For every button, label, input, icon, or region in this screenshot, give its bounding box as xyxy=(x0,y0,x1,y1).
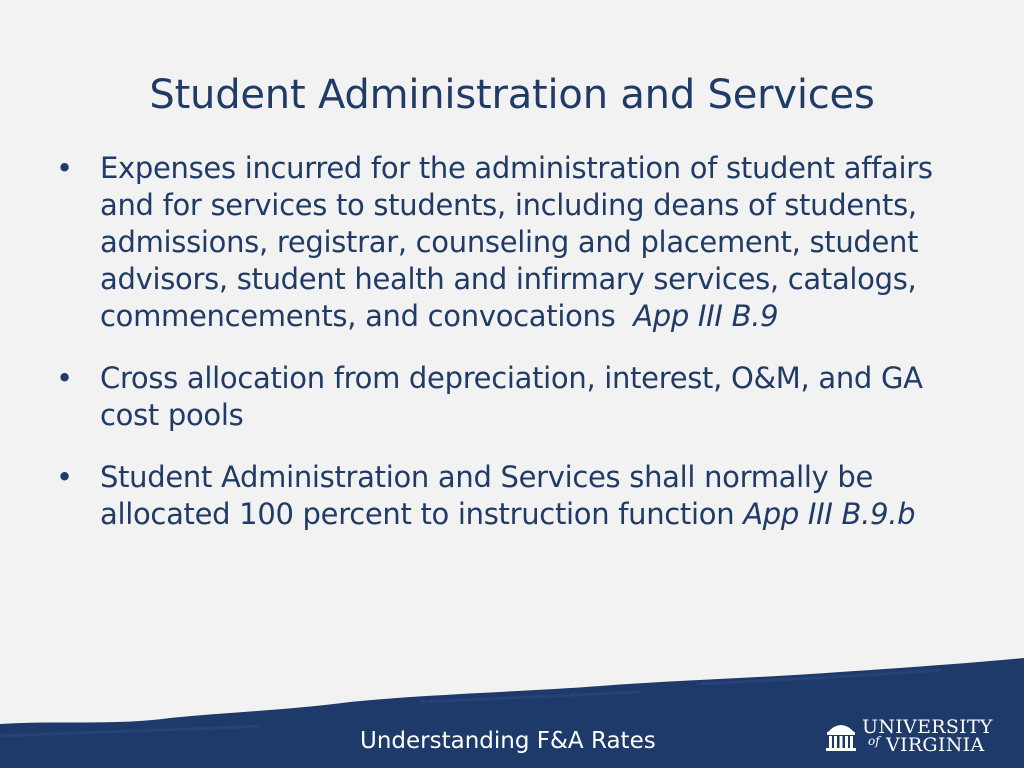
bullet-text: Student Administration and Services shall normally be allocated 100 percent to instruction function xyxy=(100,460,874,531)
bullet-item xyxy=(56,360,956,434)
logo-wordmark-virginia: VIRGINIA xyxy=(886,734,985,756)
bullet-icon: • xyxy=(56,460,73,494)
footer-caption: Understanding F&A Rates xyxy=(360,728,656,754)
bullet-item xyxy=(56,150,956,335)
bullet-list xyxy=(56,150,956,558)
bullet-text: Cross allocation from depreciation, interest, O&M, and GA cost pools xyxy=(100,361,923,432)
logo-wordmark-of: of xyxy=(868,734,880,748)
bullet-icon: • xyxy=(56,361,73,395)
bullet-reference: App III B.9 xyxy=(633,299,779,333)
slide-title: Student Administration and Services xyxy=(149,72,875,118)
bullet-item xyxy=(56,459,956,533)
bullet-reference: App III B.9.b xyxy=(743,497,916,531)
university-logo xyxy=(824,716,993,756)
bullet-text: Expenses incurred for the administration of student affairs and for services to students, including deans of students, admissions, registrar, counseling and placement, student advisors, student health and infirmary services, catalogs, commencements, and convocations xyxy=(100,151,933,333)
bullet-icon: • xyxy=(56,151,73,185)
rotunda-icon xyxy=(824,718,858,754)
logo-wordmark-university: UNIVERSITY xyxy=(862,716,993,738)
